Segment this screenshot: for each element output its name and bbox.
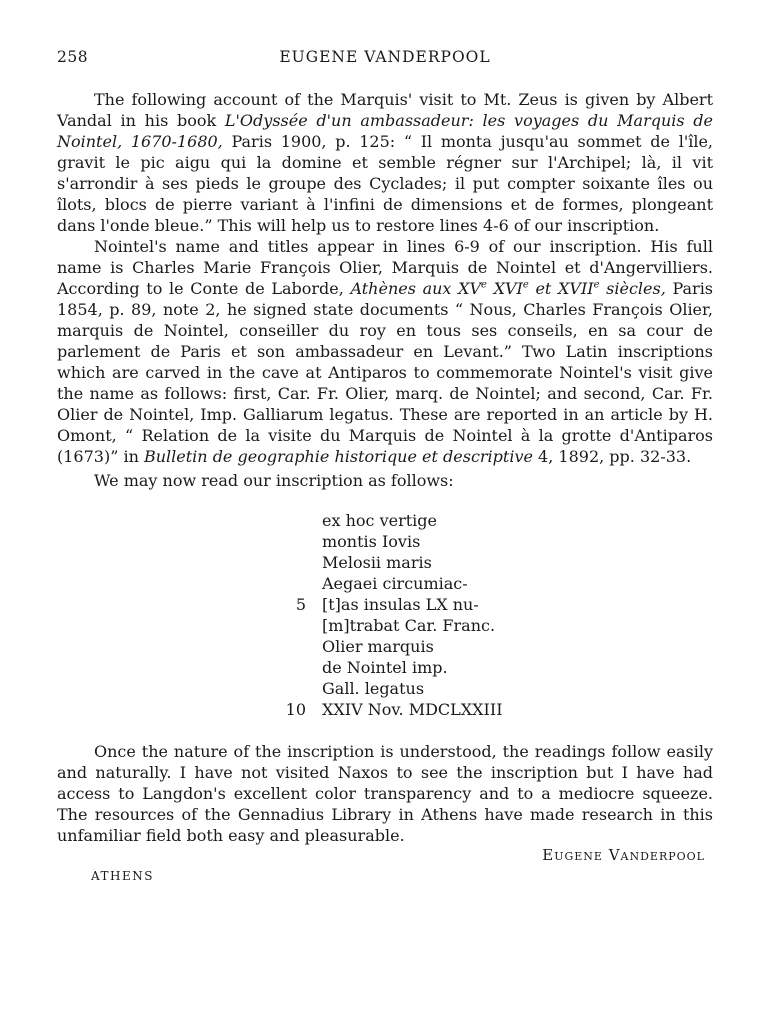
inscription-text: ex hoc vertige bbox=[322, 511, 437, 530]
inscription-line bbox=[282, 594, 582, 615]
inscription-text: Olier marquis bbox=[322, 637, 434, 656]
inscription-text: [t]as insulas LX nu- bbox=[322, 595, 479, 614]
book-title-laborde bbox=[350, 279, 665, 298]
running-head: EUGENE VANDERPOOL bbox=[279, 48, 491, 66]
title-part: Athènes aux XV bbox=[350, 279, 482, 298]
title-part: et XVII bbox=[528, 279, 594, 298]
inscription-text: Gall. legatus bbox=[322, 679, 425, 698]
superscript: e bbox=[522, 279, 529, 291]
inscription-line bbox=[282, 657, 582, 678]
page-header bbox=[57, 40, 713, 66]
line-number: 5 bbox=[295, 595, 306, 614]
paragraph-intro-inscription: We may now read our inscription as follows: bbox=[94, 471, 454, 490]
inscription-text: Melosii maris bbox=[322, 553, 432, 572]
inscription-line bbox=[282, 678, 582, 699]
page bbox=[57, 40, 714, 883]
inscription-block bbox=[282, 510, 582, 720]
book-title: L'Odyssée d'un ambassadeur: les voyages du Marquis de Nointel, 1670-1680, bbox=[57, 111, 713, 151]
paragraph-vandal-account bbox=[57, 89, 713, 236]
line-number: 10 bbox=[285, 700, 306, 719]
superscript: e bbox=[593, 279, 600, 291]
inscription-line bbox=[282, 699, 582, 720]
inscription-line bbox=[282, 636, 582, 657]
journal-title: Bulletin de geographie historique et descriptive bbox=[143, 447, 533, 466]
inscription-line bbox=[282, 615, 582, 636]
inscription-line bbox=[282, 573, 582, 594]
text-run: The following account of the Marquis' visit to Mt. Zeus is given by Albert Vandal in his book bbox=[57, 90, 713, 130]
paragraph-conclusion: Once the nature of the inscription is understood, the readings follow easily and naturally. I have not visited Naxos to see the inscription but I have had access to Langdon's excellent color transparency and to a mediocre squeeze. The resources of the Gennadius Library in Athens have made research in this unfamiliar field both easy and pleasurable. bbox=[57, 742, 713, 845]
text-run: Nointel's name and titles appear in lines 6-9 of our inscription. His full name is Charles Marie François Olier, Marquis de Nointel et d'Angervilliers. According to le Conte de Laborde, bbox=[57, 237, 713, 298]
inscription-line bbox=[282, 531, 582, 552]
author-place: ATHENS bbox=[91, 869, 154, 883]
inscription-line bbox=[282, 510, 582, 531]
title-part: XVI bbox=[486, 279, 523, 298]
inscription-text: Aegaei circumiac- bbox=[322, 574, 468, 593]
inscription-text: montis Iovis bbox=[322, 532, 421, 551]
inscription-text: de Nointel imp. bbox=[322, 658, 448, 677]
inscription-text: XXIV Nov. MDCLXXIII bbox=[322, 700, 503, 719]
text-run: Paris 1854, p. 89, note 2, he signed state documents “ Nous, Charles François Olier, marquis de Nointel, conseiller du roy en tous ses conseils, en sa cour de parlement de Paris et son ambassadeur en Levant.” Two Latin inscriptions which are carved in the cave at Antiparos to commemorate Nointel's visit give the name as follows: first, Car. Fr. Olier, marq. de Nointel; and second, Car. Fr. Olier de Nointel, Imp. Galliarum legatus. These are reported in an article by H. Omont, “ Relation de la visite du Marquis de Nointel à la grotte d'Antiparos (1673)” in bbox=[57, 279, 714, 466]
page-number: 258 bbox=[57, 48, 89, 66]
inscription-text: [m]trabat Car. Franc. bbox=[322, 616, 496, 635]
paragraph-nointel-name bbox=[57, 236, 713, 467]
author-signature: Eugene Vanderpool bbox=[542, 846, 705, 864]
text-run: Paris 1900, p. 125: “ Il monta jusqu'au sommet de l'île, gravit le pic aigu qui la domine et semble régner sur l'Archipel; là, il vit s'arrondir à ses pieds le groupe des Cyclades; il put compter soixante îles ou îlots, blocs de pierre variant à l'infini de dimensions et de formes, plongeant dans l'onde bleue.” This will help us to restore lines 4-6 of our inscription. bbox=[57, 132, 714, 235]
title-part: siècles, bbox=[599, 279, 666, 298]
text-run: 4, 1892, pp. 32-33. bbox=[532, 447, 692, 466]
superscript: e bbox=[481, 279, 487, 291]
inscription-line bbox=[282, 552, 582, 573]
